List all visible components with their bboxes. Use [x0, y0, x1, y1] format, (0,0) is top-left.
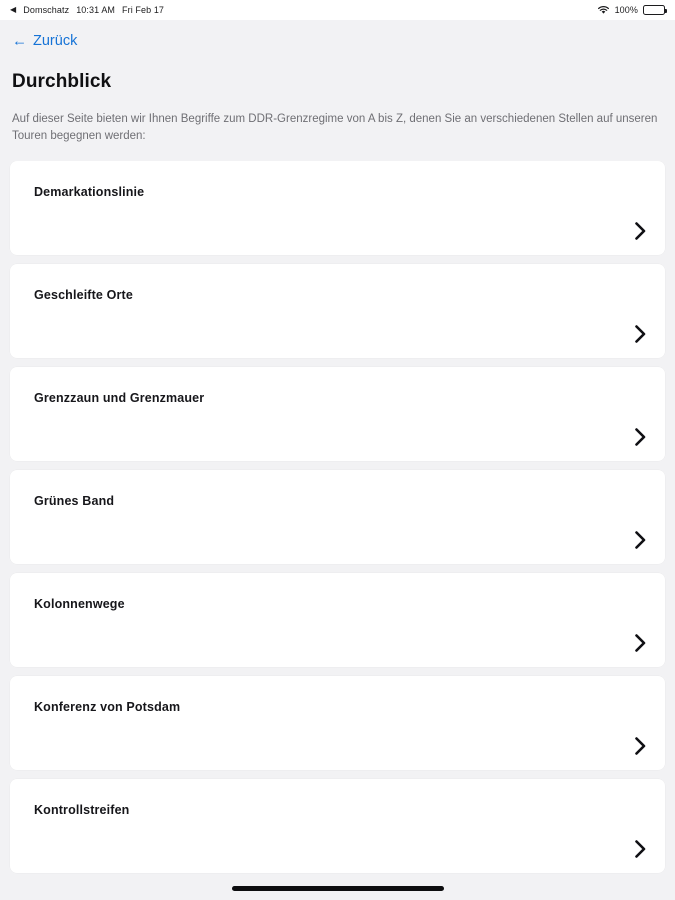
- status-bar: [0, 0, 675, 20]
- list-item[interactable]: [10, 573, 665, 667]
- list-item-label: Demarkationslinie: [34, 185, 145, 200]
- chevron-right-icon[interactable]: [634, 324, 647, 344]
- battery-percent-label: 100%: [614, 5, 638, 15]
- header-area: [0, 20, 675, 144]
- chevron-right-icon[interactable]: [634, 221, 647, 241]
- list-item[interactable]: [10, 367, 665, 461]
- back-button-label: Zurück: [33, 33, 78, 50]
- chevron-right-icon[interactable]: [634, 839, 647, 859]
- list-item[interactable]: [10, 779, 665, 873]
- wifi-icon: [597, 5, 610, 15]
- chevron-right-icon[interactable]: [634, 736, 647, 756]
- page-title: Durchblick: [12, 71, 112, 92]
- status-app-name: Domschatz: [23, 5, 70, 15]
- list-item-label: Geschleifte Orte: [34, 288, 133, 303]
- list-item-label: Konferenz von Potsdam: [34, 700, 181, 715]
- list-item[interactable]: [10, 161, 665, 255]
- list-item-label: Grünes Band: [34, 494, 115, 509]
- home-indicator-area: [0, 876, 675, 900]
- status-bar-left: [10, 5, 164, 15]
- chevron-right-icon[interactable]: [634, 427, 647, 447]
- chevron-left-icon: ←: [12, 32, 27, 50]
- status-time: 10:31 AM: [76, 5, 116, 15]
- page-intro-text: Auf dieser Seite bieten wir Ihnen Begriffe zum DDR-Grenzregime von A bis Z, denen Sie an verschiedenen Stellen auf unseren Touren begegnen werden:: [12, 113, 658, 142]
- glossary-list[interactable]: [0, 161, 675, 876]
- status-date: Fri Feb 17: [122, 5, 165, 15]
- chevron-right-icon[interactable]: [634, 530, 647, 550]
- list-item-label: Grenzzaun und Grenzmauer: [34, 391, 205, 406]
- list-item[interactable]: [10, 264, 665, 358]
- chevron-right-icon[interactable]: [634, 633, 647, 653]
- list-item-label: Kolonnenwege: [34, 597, 125, 612]
- list-item-label: Kontrollstreifen: [34, 803, 130, 818]
- status-bar-right: [597, 5, 665, 15]
- battery-icon: [643, 5, 665, 15]
- list-item[interactable]: [10, 676, 665, 770]
- list-item[interactable]: [10, 470, 665, 564]
- back-button[interactable]: [12, 34, 77, 49]
- status-back-arrow-icon[interactable]: ◀: [10, 5, 17, 14]
- home-indicator[interactable]: [232, 886, 444, 891]
